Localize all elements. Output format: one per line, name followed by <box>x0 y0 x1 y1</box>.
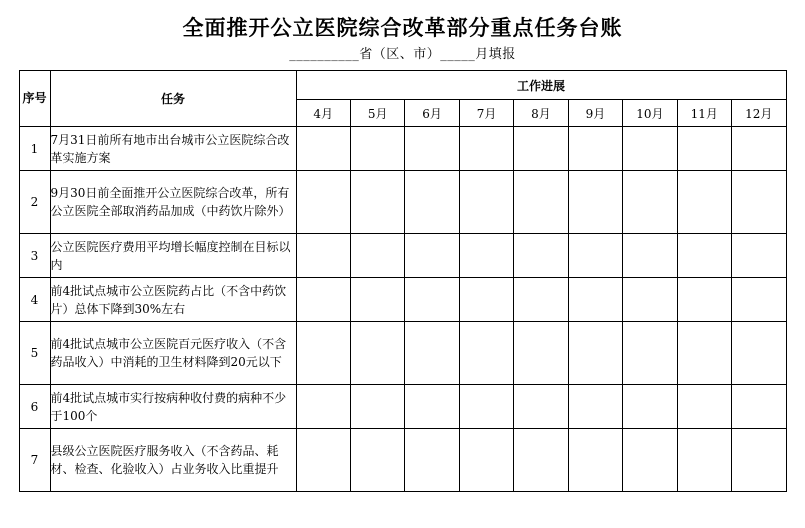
row-cell-month-11[interactable] <box>677 385 731 429</box>
row-task: 7月31日前所有地市出台城市公立医院综合改革实施方案 <box>50 127 296 171</box>
row-seq: 7 <box>19 429 50 492</box>
row-cell-month-5[interactable] <box>350 171 404 234</box>
row-seq: 5 <box>19 322 50 385</box>
header-month-10: 10月 <box>623 100 677 127</box>
row-cell-month-9[interactable] <box>568 234 622 278</box>
row-cell-month-7[interactable] <box>459 278 513 322</box>
row-cell-month-10[interactable] <box>623 127 677 171</box>
task-ledger-table <box>19 70 787 492</box>
table-header <box>19 71 786 127</box>
row-cell-month-12[interactable] <box>732 171 787 234</box>
row-cell-month-11[interactable] <box>677 171 731 234</box>
row-seq: 6 <box>19 385 50 429</box>
row-cell-month-10[interactable] <box>623 322 677 385</box>
row-cell-month-4[interactable] <box>296 385 350 429</box>
row-cell-month-6[interactable] <box>405 171 459 234</box>
row-cell-month-9[interactable] <box>568 322 622 385</box>
header-row-1 <box>19 71 786 100</box>
row-seq: 4 <box>19 278 50 322</box>
row-cell-month-4[interactable] <box>296 278 350 322</box>
row-cell-month-11[interactable] <box>677 429 731 492</box>
page-subtitle: __________省（区、市）_____月填报 <box>289 47 516 63</box>
row-task: 县级公立医院医疗服务收入（不含药品、耗材、检查、化验收入）占业务收入比重提升 <box>50 429 296 492</box>
row-cell-month-8[interactable] <box>514 322 568 385</box>
row-cell-month-6[interactable] <box>405 322 459 385</box>
row-cell-month-10[interactable] <box>623 234 677 278</box>
row-cell-month-8[interactable] <box>514 234 568 278</box>
row-cell-month-4[interactable] <box>296 234 350 278</box>
row-cell-month-12[interactable] <box>732 127 787 171</box>
row-cell-month-5[interactable] <box>350 322 404 385</box>
row-cell-month-7[interactable] <box>459 234 513 278</box>
row-cell-month-5[interactable] <box>350 429 404 492</box>
table-row <box>19 429 786 492</box>
row-cell-month-7[interactable] <box>459 127 513 171</box>
header-month-5: 5月 <box>350 100 404 127</box>
row-cell-month-8[interactable] <box>514 429 568 492</box>
table-row <box>19 385 786 429</box>
row-cell-month-12[interactable] <box>732 278 787 322</box>
row-cell-month-11[interactable] <box>677 127 731 171</box>
table-body <box>19 127 786 492</box>
row-cell-month-4[interactable] <box>296 322 350 385</box>
row-cell-month-7[interactable] <box>459 429 513 492</box>
row-seq: 3 <box>19 234 50 278</box>
row-cell-month-10[interactable] <box>623 385 677 429</box>
page-title: 全面推开公立医院综合改革部分重点任务台账 <box>182 15 623 40</box>
row-task: 前4批试点城市公立医院药占比（不含中药饮片）总体下降到30%左右 <box>50 278 296 322</box>
header-month-12: 12月 <box>732 100 787 127</box>
table-row <box>19 171 786 234</box>
row-cell-month-9[interactable] <box>568 171 622 234</box>
row-cell-month-8[interactable] <box>514 385 568 429</box>
row-cell-month-6[interactable] <box>405 234 459 278</box>
row-cell-month-4[interactable] <box>296 171 350 234</box>
row-cell-month-12[interactable] <box>732 385 787 429</box>
row-task: 公立医院医疗费用平均增长幅度控制在目标以内 <box>50 234 296 278</box>
row-cell-month-6[interactable] <box>405 385 459 429</box>
row-cell-month-6[interactable] <box>405 429 459 492</box>
row-task: 前4批试点城市实行按病种收付费的病种不少于100个 <box>50 385 296 429</box>
table-row <box>19 322 786 385</box>
header-month-7: 7月 <box>459 100 513 127</box>
table-row <box>19 234 786 278</box>
row-cell-month-10[interactable] <box>623 278 677 322</box>
header-month-6: 6月 <box>405 100 459 127</box>
row-cell-month-10[interactable] <box>623 429 677 492</box>
header-progress: 工作进展 <box>296 71 786 100</box>
header-task: 任务 <box>50 71 296 127</box>
header-month-9: 9月 <box>568 100 622 127</box>
row-cell-month-4[interactable] <box>296 429 350 492</box>
row-cell-month-11[interactable] <box>677 234 731 278</box>
header-month-11: 11月 <box>677 100 731 127</box>
row-cell-month-9[interactable] <box>568 278 622 322</box>
row-cell-month-9[interactable] <box>568 127 622 171</box>
row-cell-month-12[interactable] <box>732 322 787 385</box>
row-cell-month-8[interactable] <box>514 278 568 322</box>
table-row <box>19 278 786 322</box>
row-cell-month-7[interactable] <box>459 322 513 385</box>
row-cell-month-5[interactable] <box>350 385 404 429</box>
row-cell-month-5[interactable] <box>350 234 404 278</box>
row-cell-month-6[interactable] <box>405 278 459 322</box>
row-cell-month-12[interactable] <box>732 429 787 492</box>
header-seq: 序号 <box>19 71 50 127</box>
header-month-8: 8月 <box>514 100 568 127</box>
row-cell-month-12[interactable] <box>732 234 787 278</box>
row-seq: 1 <box>19 127 50 171</box>
table-row <box>19 127 786 171</box>
row-cell-month-4[interactable] <box>296 127 350 171</box>
row-cell-month-5[interactable] <box>350 278 404 322</box>
row-seq: 2 <box>19 171 50 234</box>
row-cell-month-8[interactable] <box>514 171 568 234</box>
row-task: 前4批试点城市公立医院百元医疗收入（不含药品收入）中消耗的卫生材料降到20元以下 <box>50 322 296 385</box>
row-cell-month-8[interactable] <box>514 127 568 171</box>
row-cell-month-7[interactable] <box>459 171 513 234</box>
row-cell-month-9[interactable] <box>568 385 622 429</box>
row-cell-month-5[interactable] <box>350 127 404 171</box>
header-month-4: 4月 <box>296 100 350 127</box>
row-cell-month-9[interactable] <box>568 429 622 492</box>
row-cell-month-11[interactable] <box>677 278 731 322</box>
row-cell-month-7[interactable] <box>459 385 513 429</box>
row-cell-month-10[interactable] <box>623 171 677 234</box>
row-task: 9月30日前全面推开公立医院综合改革，所有公立医院全部取消药品加成（中药饮片除外） <box>50 171 296 234</box>
row-cell-month-6[interactable] <box>405 127 459 171</box>
row-cell-month-11[interactable] <box>677 322 731 385</box>
